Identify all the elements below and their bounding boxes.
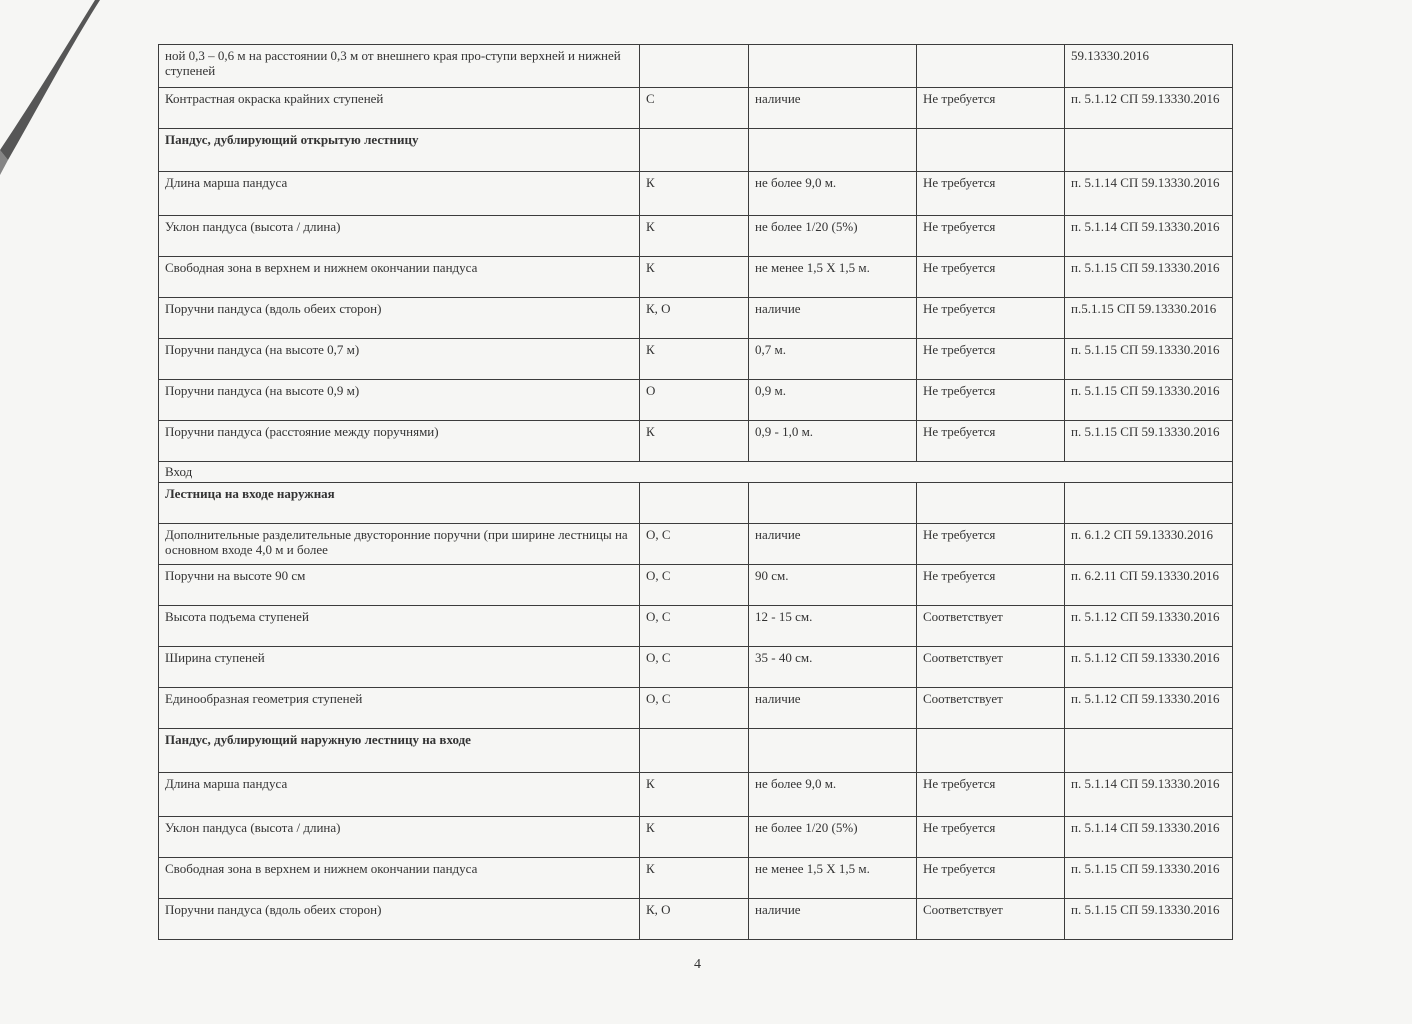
status-cell: Не требуется xyxy=(917,339,1065,380)
table-row xyxy=(159,688,1233,729)
parameter-cell: Поручни пандуса (вдоль обеих сторон) xyxy=(159,298,640,339)
norm-cell: 0,9 - 1,0 м. xyxy=(749,421,917,462)
status-cell xyxy=(917,129,1065,172)
status-cell: Не требуется xyxy=(917,298,1065,339)
section-title: Пандус, дублирующий открытую лестницу xyxy=(159,129,640,172)
reference-cell: п. 5.1.15 СП 59.13330.2016 xyxy=(1065,380,1233,421)
table-row xyxy=(159,858,1233,899)
norm-cell xyxy=(749,483,917,524)
category-cell: К xyxy=(640,858,749,899)
category-cell: К xyxy=(640,421,749,462)
status-cell: Не требуется xyxy=(917,216,1065,257)
category-cell: К xyxy=(640,773,749,817)
norm-cell xyxy=(749,729,917,773)
table-row xyxy=(159,773,1233,817)
status-cell: Не требуется xyxy=(917,380,1065,421)
norm-cell: не менее 1,5 Х 1,5 м. xyxy=(749,858,917,899)
entrance-label: Вход xyxy=(159,462,1233,483)
category-cell: С xyxy=(640,88,749,129)
reference-cell: п.5.1.15 СП 59.13330.2016 xyxy=(1065,298,1233,339)
category-cell: К, О xyxy=(640,298,749,339)
table-row xyxy=(159,257,1233,298)
table-row xyxy=(159,524,1233,565)
category-cell: К xyxy=(640,172,749,216)
norm-cell: 90 см. xyxy=(749,565,917,606)
category-cell xyxy=(640,483,749,524)
reference-cell: п. 5.1.15 СП 59.13330.2016 xyxy=(1065,899,1233,940)
norm-cell xyxy=(749,45,917,88)
table-row xyxy=(159,606,1233,647)
reference-cell: п. 5.1.12 СП 59.13330.2016 xyxy=(1065,606,1233,647)
norm-cell: 35 - 40 см. xyxy=(749,647,917,688)
status-cell: Не требуется xyxy=(917,565,1065,606)
status-cell xyxy=(917,729,1065,773)
requirements-table xyxy=(158,44,1233,940)
parameter-cell: Поручни на высоте 90 см xyxy=(159,565,640,606)
table-row xyxy=(159,647,1233,688)
reference-cell: п. 6.1.2 СП 59.13330.2016 xyxy=(1065,524,1233,565)
norm-cell: наличие xyxy=(749,88,917,129)
status-cell: Соответствует xyxy=(917,606,1065,647)
category-cell: К, О xyxy=(640,899,749,940)
status-cell: Не требуется xyxy=(917,858,1065,899)
table-row xyxy=(159,88,1233,129)
status-cell: Не требуется xyxy=(917,421,1065,462)
parameter-cell: Уклон пандуса (высота / длина) xyxy=(159,216,640,257)
category-cell: О, С xyxy=(640,524,749,565)
table-row xyxy=(159,565,1233,606)
section-title: Пандус, дублирующий наружную лестницу на входе xyxy=(159,729,640,773)
reference-cell: п. 5.1.14 СП 59.13330.2016 xyxy=(1065,172,1233,216)
norm-cell: не более 1/20 (5%) xyxy=(749,817,917,858)
page-number: 4 xyxy=(694,957,701,972)
parameter-cell: Единообразная геометрия ступеней xyxy=(159,688,640,729)
reference-cell: 59.13330.2016 xyxy=(1065,45,1233,88)
reference-cell xyxy=(1065,483,1233,524)
reference-cell: п. 5.1.15 СП 59.13330.2016 xyxy=(1065,858,1233,899)
parameter-cell: Поручни пандуса (на высоте 0,9 м) xyxy=(159,380,640,421)
section-row xyxy=(159,129,1233,172)
category-cell: К xyxy=(640,257,749,298)
parameter-cell: Поручни пандуса (расстояние между поручнями) xyxy=(159,421,640,462)
category-cell: О, С xyxy=(640,688,749,729)
status-cell: Не требуется xyxy=(917,88,1065,129)
status-cell: Не требуется xyxy=(917,817,1065,858)
table-row xyxy=(159,421,1233,462)
reference-cell: п. 5.1.15 СП 59.13330.2016 xyxy=(1065,421,1233,462)
category-cell: К xyxy=(640,339,749,380)
table-row xyxy=(159,216,1233,257)
parameter-cell: Ширина ступеней xyxy=(159,647,640,688)
category-cell xyxy=(640,129,749,172)
reference-cell: п. 5.1.12 СП 59.13330.2016 xyxy=(1065,88,1233,129)
table-row xyxy=(159,899,1233,940)
reference-cell: п. 5.1.14 СП 59.13330.2016 xyxy=(1065,216,1233,257)
status-cell: Соответствует xyxy=(917,688,1065,729)
parameter-cell: ной 0,3 – 0,6 м на расстоянии 0,3 м от внешнего края про-ступи верхней и нижней ступеней xyxy=(159,45,640,88)
norm-cell: не более 9,0 м. xyxy=(749,172,917,216)
status-cell: Не требуется xyxy=(917,257,1065,298)
reference-cell: п. 5.1.14 СП 59.13330.2016 xyxy=(1065,817,1233,858)
section-title: Лестница на входе наружная xyxy=(159,483,640,524)
parameter-cell: Дополнительные разделительные двусторонние поручни (при ширине лестницы на основном входе 4,0 м и более xyxy=(159,524,640,565)
norm-cell: не более 9,0 м. xyxy=(749,773,917,817)
norm-cell: наличие xyxy=(749,899,917,940)
table-row xyxy=(159,298,1233,339)
category-cell xyxy=(640,45,749,88)
category-cell: О, С xyxy=(640,565,749,606)
category-cell: О xyxy=(640,380,749,421)
status-cell: Не требуется xyxy=(917,172,1065,216)
norm-cell: наличие xyxy=(749,524,917,565)
status-cell: Не требуется xyxy=(917,773,1065,817)
table-row xyxy=(159,339,1233,380)
norm-cell: не более 1/20 (5%) xyxy=(749,216,917,257)
reference-cell: п. 6.2.11 СП 59.13330.2016 xyxy=(1065,565,1233,606)
status-cell: Соответствует xyxy=(917,647,1065,688)
document-sheet xyxy=(158,44,1232,940)
reference-cell: п. 5.1.14 СП 59.13330.2016 xyxy=(1065,773,1233,817)
reference-cell: п. 5.1.12 СП 59.13330.2016 xyxy=(1065,647,1233,688)
reference-cell: п. 5.1.12 СП 59.13330.2016 xyxy=(1065,688,1233,729)
parameter-cell: Уклон пандуса (высота / длина) xyxy=(159,817,640,858)
norm-cell xyxy=(749,129,917,172)
parameter-cell: Поручни пандуса (вдоль обеих сторон) xyxy=(159,899,640,940)
reference-cell: п. 5.1.15 СП 59.13330.2016 xyxy=(1065,339,1233,380)
norm-cell: не менее 1,5 Х 1,5 м. xyxy=(749,257,917,298)
parameter-cell: Высота подъема ступеней xyxy=(159,606,640,647)
parameter-cell: Длина марша пандуса xyxy=(159,773,640,817)
table-row xyxy=(159,45,1233,88)
section-row xyxy=(159,483,1233,524)
parameter-cell: Свободная зона в верхнем и нижнем окончании пандуса xyxy=(159,257,640,298)
status-cell: Соответствует xyxy=(917,899,1065,940)
section-row xyxy=(159,729,1233,773)
status-cell: Не требуется xyxy=(917,524,1065,565)
merged-row xyxy=(159,462,1233,483)
category-cell: К xyxy=(640,817,749,858)
reference-cell xyxy=(1065,129,1233,172)
category-cell: О, С xyxy=(640,606,749,647)
norm-cell: 0,7 м. xyxy=(749,339,917,380)
table-row xyxy=(159,172,1233,216)
parameter-cell: Контрастная окраска крайних ступеней xyxy=(159,88,640,129)
norm-cell: 12 - 15 см. xyxy=(749,606,917,647)
reference-cell: п. 5.1.15 СП 59.13330.2016 xyxy=(1065,257,1233,298)
table-row xyxy=(159,380,1233,421)
norm-cell: наличие xyxy=(749,298,917,339)
norm-cell: наличие xyxy=(749,688,917,729)
category-cell: О, С xyxy=(640,647,749,688)
table-row xyxy=(159,817,1233,858)
parameter-cell: Свободная зона в верхнем и нижнем окончании пандуса xyxy=(159,858,640,899)
status-cell xyxy=(917,45,1065,88)
parameter-cell: Поручни пандуса (на высоте 0,7 м) xyxy=(159,339,640,380)
parameter-cell: Длина марша пандуса xyxy=(159,172,640,216)
reference-cell xyxy=(1065,729,1233,773)
status-cell xyxy=(917,483,1065,524)
norm-cell: 0,9 м. xyxy=(749,380,917,421)
category-cell xyxy=(640,729,749,773)
category-cell: К xyxy=(640,216,749,257)
